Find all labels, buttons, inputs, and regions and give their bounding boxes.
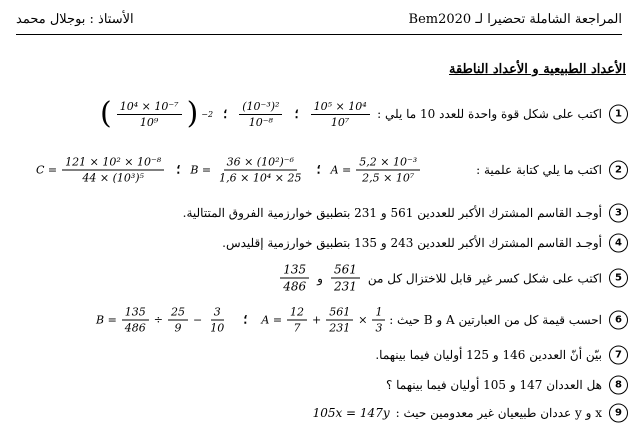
expression-3: ( $\frac{\text{10⁴ × 10⁻⁷}}{\text{10⁹}}$ ) −2: [100, 96, 214, 131]
item-number-badge: 8: [609, 376, 628, 395]
joiner-text: و: [317, 271, 323, 285]
item-text: احسب قيمة كل من العبارتين A و B حيث :: [389, 313, 602, 327]
item-text: أوجـد القاسم المشترك الأكبر للعددين 243 و 135 بتطبيق خوارزمية إقليدس.: [222, 236, 602, 250]
item-1-expressions: ( $\frac{\text{10⁴ × 10⁻⁷}}{\text{10⁹}}$ ) −2 ؛ $\frac{\text{(10⁻³)²}}{\text{10⁻⁸}}$ ؛ $\frac{\text{10⁵ × 10⁴}}{\text{10⁷}}$: [100, 99, 372, 129]
exercise-item-3: [12, 198, 632, 228]
item-text: بيّن أنّ العددين 146 و 125 أوليان فيما بينهما.: [375, 348, 602, 362]
item-number-badge: 6: [609, 311, 628, 330]
exercise-item-6: [12, 300, 632, 340]
item-text: أوجـد القاسم المشترك الأكبر للعددين 561 و 231 بتطبيق خوارزمية الفروق المتتالية.: [182, 206, 602, 220]
item-number-badge: 5: [609, 269, 628, 288]
page-header: [16, 8, 622, 35]
item-number-badge: 2: [609, 161, 628, 180]
exercise-item-2: [12, 150, 632, 190]
fraction-135-486: $\frac{135}{486}$: [280, 263, 309, 294]
exercise-item-1: [12, 94, 632, 134]
exercise-item-7: [12, 340, 632, 370]
item-text: اكتب على شكل قوة واحدة للعدد 10 ما يلي :: [377, 107, 602, 121]
item-text-row: [278, 263, 602, 294]
item-text: اكتب على شكل كسر غير قابل للاختزال كل من: [367, 271, 602, 285]
item-number-badge: 7: [609, 346, 628, 365]
item-number-badge: 1: [609, 105, 628, 124]
equation: 105x = 147y: [312, 406, 390, 420]
header-title: المراجعة الشاملة تحضيرا لـ Bem2020: [408, 12, 622, 27]
expression-b: B = $\frac{135}{486}$ ÷ $\frac{25}{9}$ − $\frac{3}{10}$: [96, 305, 225, 335]
fraction-561-231: $\frac{561}{231}$: [331, 263, 360, 294]
expression-c: C = $\frac{\text{121 × 10² × 10⁻⁸}}{\text{44 × (10³)⁵}}$: [36, 156, 166, 185]
item-number-badge: 9: [609, 404, 628, 423]
header-teacher: الأستاذ : بوجلال محمد: [16, 12, 134, 27]
exercise-item-8: [12, 370, 632, 400]
item-text: اكتب ما يلي كتابة علمية :: [476, 163, 602, 177]
item-text: x و y عددان طبيعيان غير معدومين حيث :: [395, 406, 602, 420]
expression-2: $\frac{\text{(10⁻³)²}}{\text{10⁻⁸}}$: [237, 100, 284, 129]
exercise-item-4: [12, 228, 632, 258]
section-title: الأعداد الطبيعية و الأعداد الناطقة: [449, 62, 626, 77]
expression-b: B = $\frac{\text{36 × (10²)⁻⁶}}{\text{1,6 × 10⁴ × 25}}$: [190, 155, 302, 185]
expression-a: A = $\frac{\text{5,2 × 10⁻³}}{\text{2,5 × 10⁷}}$: [331, 156, 423, 185]
exercise-item-5: [12, 258, 632, 298]
expression-a: A = $\frac{12}{7}$ + $\frac{561}{231}$ × $\frac{1}{3}$: [261, 306, 387, 335]
item-number-badge: 3: [609, 204, 628, 223]
item-text: هل العددان 147 و 105 أوليان فيما بينهما ؟: [385, 378, 602, 392]
exercise-item-9: [12, 398, 632, 428]
item-6-expressions: B = $\frac{135}{486}$ ÷ $\frac{25}{9}$ − $\frac{3}{10}$ ؛ A = $\frac{12}{7}$ + $\frac{561}{231}$ × $\frac{1}{3}$: [96, 306, 387, 335]
item-2-expressions: C = $\frac{\text{121 × 10² × 10⁻⁸}}{\text{44 × (10³)⁵}}$ ؛ B = $\frac{\text{36 × (10²)⁻⁶}}{\text{1,6 × 10⁴ × 25}}$ ؛ A = $\frac{\text{5,2 × 10⁻³}}{\text{2,5 × 10⁷}}$: [36, 156, 422, 185]
item-text-row: [313, 406, 602, 420]
expression-1: $\frac{\text{10⁵ × 10⁴}}{\text{10⁷}}$: [309, 100, 372, 129]
item-number-badge: 4: [609, 234, 628, 253]
